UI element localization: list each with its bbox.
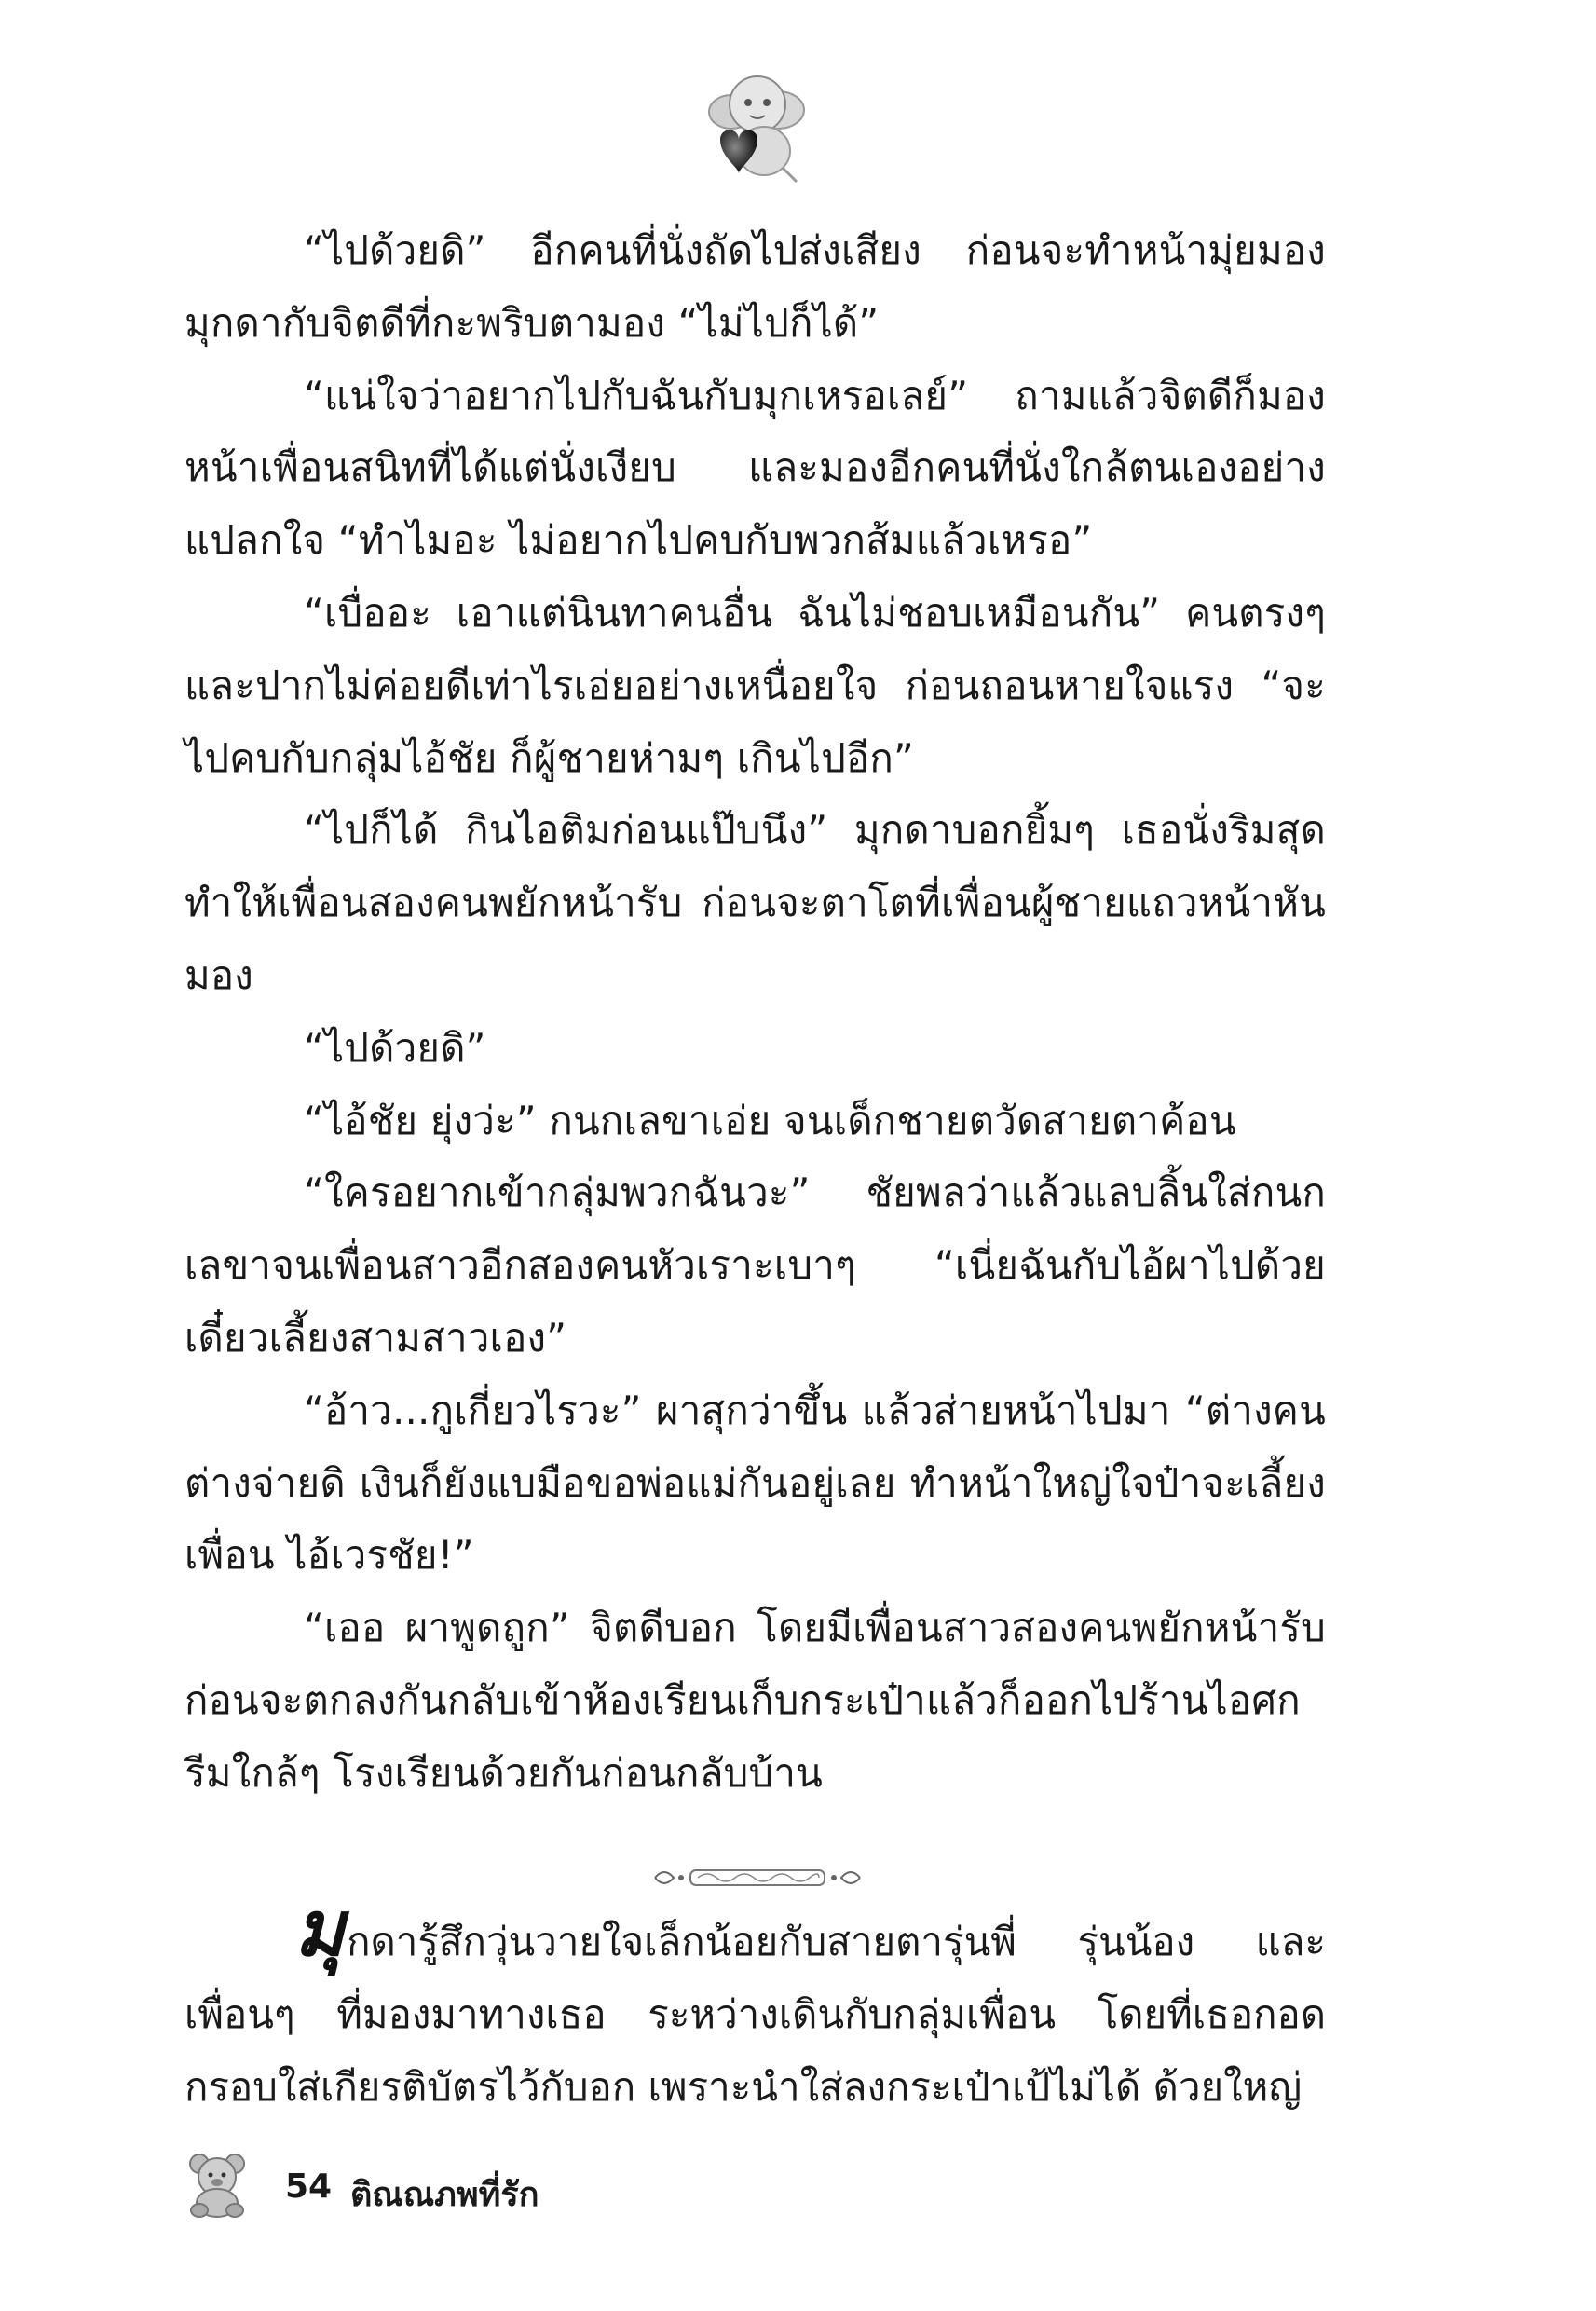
decorative-scroll-divider-icon — [646, 1859, 869, 1896]
paragraph-1: “ไปด้วยดิ” อีกคนที่นั่งถัดไปส่งเสียง ก่อนจะทำหน้ามุ่ยมองมุกดากับจิตดีที่กะพริบตามอง “ไม่ไปก็ได้” — [184, 227, 1326, 346]
paragraph-7: “ใครอยากเข้ากลุ่มพวกฉันวะ” ชัยพลว่าแล้วแลบลิ้นใส่กนกเลขาจนเพื่อนสาวอีกสองคนหัวเราะเบาๆ “เนี่ยฉันกับไอ้ผาไปด้วย เดี๋ยวเลี้ยงสามสาวเอง” — [184, 1169, 1326, 1361]
drop-cap: มุ — [294, 1884, 346, 1974]
page-number: 54 — [285, 2167, 333, 2206]
paragraph-6: “ไอ้ชัย ยุ่งว่ะ” กนกเลขาเอ่ย จนเด็กชายตวัดสายตาค้อน — [304, 1097, 1236, 1143]
teddy-bear-icon — [184, 2151, 250, 2218]
paragraph-3: “เบื่ออะ เอาแต่นินทาคนอื่น ฉันไม่ชอบเหมือนกัน” คนตรงๆ และปากไม่ค่อยดีเท่าไรเอ่ยอย่างเหนื่อยใจ ก่อนถอนหายใจแรง “จะไปคบกับกลุ่มไอ้ชัย ก็ผู้ชายห่ามๆ เกินไปอีก” — [184, 589, 1326, 781]
paragraph-9: “เออ ผาพูดถูก” จิตดีบอก โดยมีเพื่อนสาวสองคนพยักหน้ารับก่อนจะตกลงกันกลับเข้าห้องเรียนเก็บกระเป๋าแล้วก็ออกไปร้านไอศกรีมใกล้ๆ โรงเรียนด้วยกันก่อนกลับบ้าน — [184, 1605, 1326, 1796]
paragraph-5: “ไปด้วยดิ” — [304, 1024, 486, 1071]
section-two-text — [184, 1884, 1326, 2123]
section-two-paragraph — [184, 1884, 1326, 2123]
paragraph-4: “ไปก็ได้ กินไอติมก่อนแป๊บนึง” มุกดาบอกยิ้มๆ เธอนั่งริมสุดทำให้เพื่อนสองคนพยักหน้ารับ ก่อนจะตาโตที่เพื่อนผู้ชายแถวหน้าหันมอง — [184, 807, 1326, 998]
paragraph-8: “อ้าว...กูเกี่ยวไรวะ” ผาสุกว่าขึ้น แล้วส่ายหน้าไปมา “ต่างคนต่างจ่ายดิ เงินก็ยังแบมือขอพ่อแม่กันอยู่เลย ทำหน้าใหญ่ใจป๋าจะเลี้ยงเพื่อน ไอ้เวรชัย!” — [184, 1387, 1326, 1579]
story-text — [184, 214, 1326, 1810]
section-two-body: กดารู้สึกวุ่นวายใจเล็กน้อยกับสายตารุ่นพี่ รุ่นน้อง และเพื่อนๆ ที่มองมาทางเธอ ระหว่างเดินกับกลุ่มเพื่อน โดยที่เธอกอดกรอบใส่เกียรติบัตรไว้กับอก เพราะนำใส่ลงกระเป๋าเป้ไม่ได้ ด้วยใหญ่ — [184, 1919, 1326, 2110]
paragraph-2: “แน่ใจว่าอยากไปกับฉันกับมุกเหรอเลย์” ถามแล้วจิตดีก็มองหน้าเพื่อนสนิทที่ได้แต่นั่งเงียบ และมองอีกคนที่นั่งใกล้ตนเองอย่างแปลกใจ “ทำไมอะ ไม่อยากไปคบกับพวกส้มแล้วเหรอ” — [184, 372, 1326, 564]
cupid-with-heart-icon — [694, 65, 815, 191]
book-title: ติณณภพที่รัก — [350, 2176, 539, 2214]
page-footer — [184, 2151, 743, 2216]
